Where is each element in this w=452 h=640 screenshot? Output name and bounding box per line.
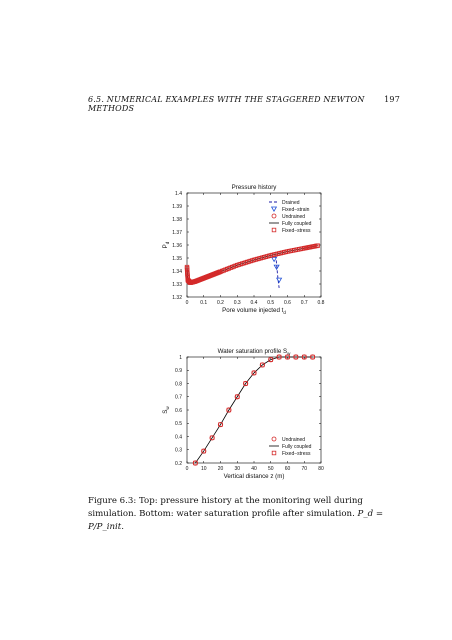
y-tick-label: 0.5 [175,421,182,428]
y-tick-label: 1.39 [172,203,182,210]
legend-swatch [272,214,276,218]
x-tick-label: 60 [284,466,291,472]
chart-title: Water saturation profile $S_w$ [217,348,291,356]
y-tick-label: 1.36 [172,242,182,249]
y-tick-label: 0.6 [175,407,182,414]
legend-swatch [272,451,276,455]
header-title: 6.5. NUMERICAL EXAMPLES WITH THE STAGGERED NEWTON METHODS [88,95,365,113]
figure-caption [88,495,388,534]
legend-label: Fully coupled [282,220,312,227]
legend-swatch [272,207,277,211]
caption-label: Figure 6.3: [88,496,137,506]
data-point-triangle [277,278,282,282]
y-tick-label: 1.32 [172,294,182,301]
series-fixed-stress [185,244,319,285]
x-tick-label: 0.3 [233,300,241,306]
legend-label: Fully coupled [282,443,312,450]
y-tick-label: 1.37 [172,229,182,236]
y-tick-label: 0.7 [175,394,182,401]
legend-label: Fixed−stress [282,227,311,234]
x-tick-label: 0.2 [217,300,224,306]
y-tick-label: 1.34 [172,268,182,275]
caption-text: Top: pressure history at the monitoring well during simulation. Bottom: water saturation profile after simulation. [88,496,363,519]
x-axis-label: Pore volume injected $t_d$ [222,307,286,315]
y-tick-label: 1.33 [172,281,182,288]
y-tick-label: 1.38 [172,216,182,223]
y-tick-label: 0.8 [175,381,182,388]
x-tick-label: 0.7 [300,300,308,306]
x-tick-label: 0.5 [267,300,275,306]
y-tick-label: 0.9 [175,368,182,375]
legend-label: Drained [282,199,300,206]
series-line [276,255,279,288]
chart-title: Pressure history [231,184,277,191]
x-tick-label: 20 [217,466,224,472]
legend-label: Fixed−stress [282,450,311,457]
page-number: 197 [384,95,400,104]
y-tick-label: 1.35 [172,255,182,262]
x-tick-label: 70 [301,466,308,472]
x-tick-label: 0.4 [250,300,258,306]
legend-swatch [272,228,276,232]
x-axis-label: Vertical distance z (m) [223,473,285,480]
data-point-triangle [272,257,277,261]
legend-swatch [272,437,276,441]
x-tick-label: 0 [185,466,189,472]
x-tick-label: 40 [251,466,257,472]
x-tick-label: 80 [318,466,324,472]
legend [269,200,312,234]
x-tick-label: 0.1 [200,300,208,306]
y-tick-label: 0.2 [175,460,182,467]
x-tick-label: 50 [267,466,274,472]
x-tick-label: 0 [185,300,189,306]
series-drained [276,255,279,288]
caption-formula: P_d = P/P_init. [88,509,384,532]
y-axis-label: $P_d$ [162,241,170,249]
chart-1 [162,184,325,315]
y-tick-label: 1 [179,354,182,361]
legend [269,437,312,457]
legend-label: Undrained [282,213,306,220]
legend-label: Fixed−strain [282,206,310,213]
x-tick-label: 0.8 [317,300,325,306]
y-tick-label: 0.4 [175,434,182,441]
x-tick-label: 10 [200,466,207,472]
y-tick-label: 1.4 [175,190,182,197]
x-tick-label: 30 [234,466,241,472]
y-axis-label: $S_w$ [162,406,170,414]
y-tick-label: 0.3 [175,447,182,454]
x-tick-label: 0.6 [284,300,291,306]
legend-label: Undrained [282,436,306,443]
chart-2 [162,348,324,480]
